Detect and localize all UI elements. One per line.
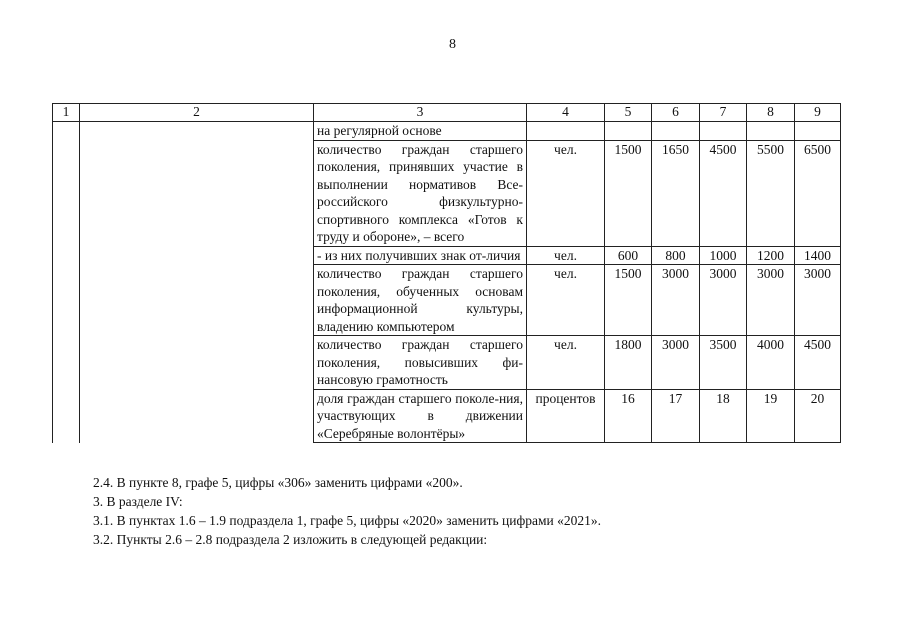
table-header-cell: 9 bbox=[795, 104, 841, 122]
value-cell bbox=[747, 122, 795, 141]
value-cell: 18 bbox=[700, 389, 747, 443]
value-cell: 20 bbox=[795, 389, 841, 443]
value-cell: 4500 bbox=[700, 140, 747, 246]
value-cell: 1500 bbox=[605, 140, 652, 246]
table-row bbox=[53, 122, 841, 141]
paragraph: 3.2. Пункты 2.6 – 2.8 подраздела 2 изложить в следующей редакции: bbox=[93, 532, 488, 547]
indicator-cell: на регулярной основе bbox=[314, 122, 527, 141]
table-header-cell: 2 bbox=[80, 104, 314, 122]
table-header-cell: 4 bbox=[527, 104, 605, 122]
value-cell: 4500 bbox=[795, 336, 841, 390]
indicators-table bbox=[52, 103, 841, 443]
indicator-cell: количество граждан старшего поколения, принявших участие в выполнении нормативов Все-российского физкультурно-спортивного комплекса «Готов к труду и обороне», – всего bbox=[314, 140, 527, 246]
paragraph: 2.4. В пункте 8, графе 5, цифры «306» заменить цифрами «200». bbox=[93, 475, 463, 490]
value-cell: 3000 bbox=[652, 265, 700, 336]
value-cell: 1000 bbox=[700, 246, 747, 265]
value-cell bbox=[700, 122, 747, 141]
value-cell: 600 bbox=[605, 246, 652, 265]
value-cell: 3000 bbox=[652, 336, 700, 390]
table-header-row bbox=[53, 104, 841, 122]
value-cell: 3000 bbox=[747, 265, 795, 336]
unit-cell: чел. bbox=[527, 140, 605, 246]
table-header-cell: 5 bbox=[605, 104, 652, 122]
value-cell: 1650 bbox=[652, 140, 700, 246]
value-cell: 1800 bbox=[605, 336, 652, 390]
value-cell: 19 bbox=[747, 389, 795, 443]
value-cell: 1400 bbox=[795, 246, 841, 265]
paragraph: 3.1. В пунктах 1.6 – 1.9 подраздела 1, графе 5, цифры «2020» заменить цифрами «2021». bbox=[93, 513, 601, 528]
value-cell: 1200 bbox=[747, 246, 795, 265]
empty-cell-col2 bbox=[80, 122, 314, 443]
body-text bbox=[93, 473, 601, 549]
unit-cell: чел. bbox=[527, 246, 605, 265]
unit-cell: процентов bbox=[527, 389, 605, 443]
page-number: 8 bbox=[449, 37, 456, 52]
value-cell: 16 bbox=[605, 389, 652, 443]
table-header-cell: 6 bbox=[652, 104, 700, 122]
value-cell: 1500 bbox=[605, 265, 652, 336]
indicator-cell: количество граждан старшего поколения, повысивших фи-нансовую грамотность bbox=[314, 336, 527, 390]
unit-cell bbox=[527, 122, 605, 141]
value-cell bbox=[795, 122, 841, 141]
value-cell: 3000 bbox=[700, 265, 747, 336]
value-cell: 17 bbox=[652, 389, 700, 443]
indicator-cell: количество граждан старшего поколения, обученных основам информационной культуры, владению компьютером bbox=[314, 265, 527, 336]
unit-cell: чел. bbox=[527, 265, 605, 336]
paragraph: 3. В разделе IV: bbox=[93, 494, 183, 509]
value-cell bbox=[605, 122, 652, 141]
table-header-cell: 3 bbox=[314, 104, 527, 122]
value-cell: 3000 bbox=[795, 265, 841, 336]
value-cell: 4000 bbox=[747, 336, 795, 390]
value-cell bbox=[652, 122, 700, 141]
table-header-cell: 8 bbox=[747, 104, 795, 122]
table-header-cell: 1 bbox=[53, 104, 80, 122]
indicator-cell: - из них получивших знак от-личия bbox=[314, 246, 527, 265]
unit-cell: чел. bbox=[527, 336, 605, 390]
value-cell: 5500 bbox=[747, 140, 795, 246]
value-cell: 6500 bbox=[795, 140, 841, 246]
empty-cell-col1 bbox=[53, 122, 80, 443]
value-cell: 800 bbox=[652, 246, 700, 265]
table-header-cell: 7 bbox=[700, 104, 747, 122]
indicator-cell: доля граждан старшего поколе-ния, участвующих в движении «Серебряные волонтёры» bbox=[314, 389, 527, 443]
value-cell: 3500 bbox=[700, 336, 747, 390]
